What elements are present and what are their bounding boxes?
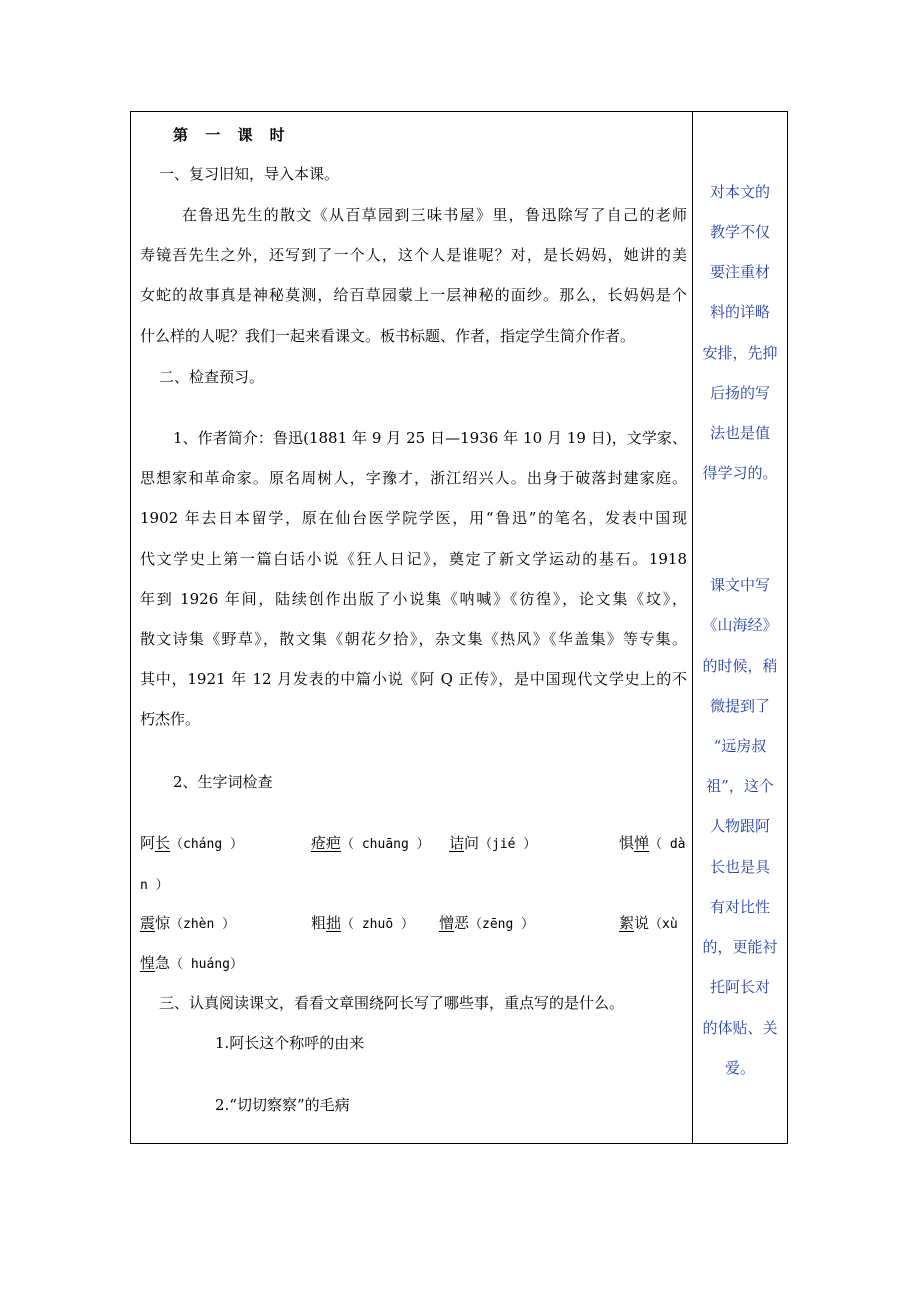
vocab-char-underlined: 拙 xyxy=(326,914,342,932)
vocab-item xyxy=(140,832,243,853)
note1-line: 教学不仅 xyxy=(709,223,770,241)
vocab-heading: 2、生字词检查 xyxy=(173,773,273,791)
note2-line: 托阿长对 xyxy=(709,978,770,996)
vocab-item xyxy=(311,912,414,933)
vocab-char-underlined: 惶 xyxy=(140,954,156,972)
note2-line: 有对比性 xyxy=(709,898,770,916)
vocab-item xyxy=(619,832,686,853)
note2-line: 《山海经》 xyxy=(702,616,778,634)
vocab-pinyin: （zhèn ） xyxy=(170,917,236,932)
author-line: 其中，1921 年 12 月发表的中篇小说《阿 Q 正传》，是中国现代文学史上的不 xyxy=(140,670,687,688)
note1-line: 要注重材 xyxy=(709,263,770,281)
note1-line: 得学习的。 xyxy=(702,464,778,482)
lesson-title: 第 一 课 时 xyxy=(173,126,291,144)
note1-line: 对本文的 xyxy=(709,183,770,201)
note2-line: 的，更能衬 xyxy=(702,938,778,956)
vocab-pinyin: （xù xyxy=(649,917,678,932)
note1-line: 料的详略 xyxy=(709,303,770,321)
author-line: 代文学史上第一篇白话小说《狂人日记》，奠定了新文学运动的基石。1918 xyxy=(140,550,687,568)
vocab-char: 急 xyxy=(155,954,171,972)
section3-item: 1.阿长这个称呼的由来 xyxy=(215,1034,365,1052)
vocab-pinyin: （ zhuō ） xyxy=(341,917,414,932)
author-line: 思想家和革命家。原名周树人，字豫才，浙江绍兴人。出身于破落封建家庭。 xyxy=(140,469,687,487)
note2-line: 人物跟阿 xyxy=(709,817,770,835)
note2-line: “远房叔 xyxy=(713,737,767,755)
vocab-char-underlined: 长 xyxy=(155,834,171,852)
vocab-char: 惊 xyxy=(155,914,171,932)
author-line: 1、作者简介：鲁迅(1881 年 9 月 25 日—1936 年 10 月 19 日)，文学家、 xyxy=(173,429,687,447)
vocab-pinyin: （ dà xyxy=(649,837,686,852)
vocab-char: 恶 xyxy=(454,914,470,932)
vocab-pinyin: （ huáng） xyxy=(170,957,243,972)
vocab-pinyin: （jié ） xyxy=(479,837,537,852)
vocab-pinyin: （cháng ） xyxy=(170,837,243,852)
vocab-char: 粗 xyxy=(311,914,327,932)
vocab-char: 问 xyxy=(464,834,480,852)
author-line: 1902 年去日本留学，原在仙台医学院学医，用“鲁迅”的笔名，发表中国现 xyxy=(140,509,687,527)
author-line: 年到 1926 年间，陆续创作出版了小说集《呐喊》《彷徨》，论文集《坟》， xyxy=(140,590,687,608)
section1-para-line: 在鲁迅先生的散文《从百草园到三味书屋》里，鲁迅除写了自己的老师 xyxy=(182,206,687,224)
note2-line: 爱。 xyxy=(724,1059,755,1077)
vocab-char: 阿 xyxy=(140,834,156,852)
lesson-table xyxy=(130,111,788,1144)
section1-para-line: 什么样的人呢？我们一起来看课文。板书标题、作者，指定学生简介作者。 xyxy=(140,327,636,345)
vocab-char-underlined: 震 xyxy=(140,914,156,932)
note1-line: 后扬的写 xyxy=(709,384,770,402)
section1-heading: 一、复习旧知，导入本课。 xyxy=(159,165,340,183)
vocab-pinyin: （zēng ） xyxy=(469,917,535,932)
section2-heading: 二、检查预习。 xyxy=(159,368,265,386)
vocab-item xyxy=(140,952,243,973)
vocab-char: 惧 xyxy=(619,834,635,852)
section3-item: 2.“切切察察”的毛病 xyxy=(215,1096,350,1114)
vocab-char-underlined: 憎 xyxy=(439,914,455,932)
notes-column xyxy=(693,112,787,1143)
note1-line: 法也是值 xyxy=(709,424,770,442)
section3-heading: 三、认真阅读课文，看看文章围绕阿长写了哪些事，重点写的是什么。 xyxy=(159,994,625,1012)
section1-para-line: 女蛇的故事真是神秘莫测，给百草园蒙上一层神秘的面纱。那么，长妈妈是个 xyxy=(140,286,687,304)
vocab-item xyxy=(311,832,430,853)
note2-line: 课文中写 xyxy=(709,576,770,594)
main-column xyxy=(131,112,692,1143)
vocab-char-underlined: 诘 xyxy=(449,834,465,852)
vocab-item xyxy=(449,832,536,853)
note2-line: 的时候，稍 xyxy=(702,657,778,675)
vocab-item xyxy=(140,912,235,933)
vocab-pinyin-cont: n ） xyxy=(140,878,169,893)
note2-line: 微提到了 xyxy=(709,697,770,715)
vocab-char-underlined: 絮 xyxy=(619,914,635,932)
vocab-item xyxy=(439,912,534,933)
vocab-char-underlined: 惮 xyxy=(634,834,650,852)
note2-line: 的体贴、关 xyxy=(702,1019,778,1037)
vocab-item xyxy=(619,912,678,933)
vocab-char: 说 xyxy=(634,914,650,932)
section1-para-line: 寿镜吾先生之外，还写到了一个人，这个人是谁呢？对，是长妈妈，她讲的美 xyxy=(140,246,687,264)
vocab-char-underlined: 疮疤 xyxy=(311,834,342,852)
vocab-pinyin: （ chuāng ） xyxy=(341,837,430,852)
author-line: 朽杰作。 xyxy=(140,710,201,728)
note1-line: 安排，先抑 xyxy=(702,344,778,362)
note2-line: 祖”，这个 xyxy=(706,777,774,795)
note2-line: 长也是具 xyxy=(709,858,770,876)
author-line: 散文诗集《野草》，散文集《朝花夕拾》，杂文集《热风》《华盖集》等专集。 xyxy=(140,630,687,648)
